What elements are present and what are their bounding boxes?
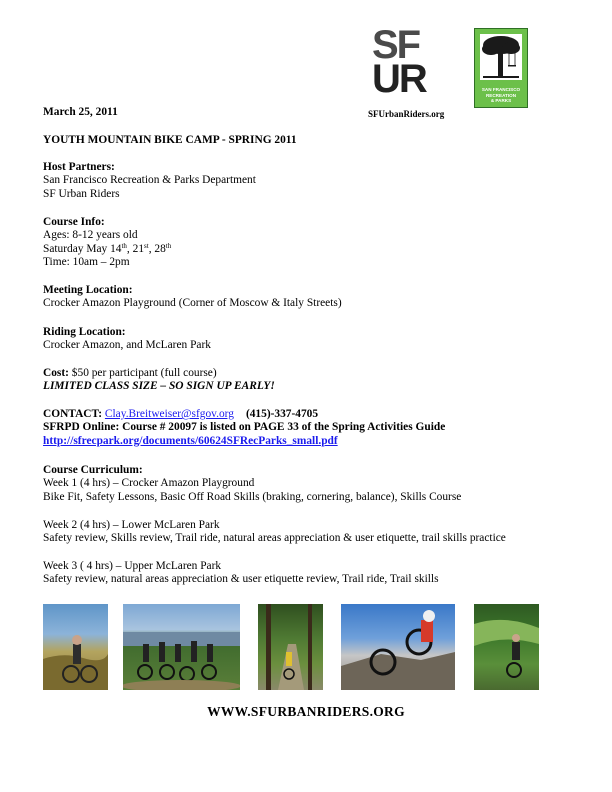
rec-parks-logo bbox=[474, 28, 528, 108]
host-partner-item: San Francisco Recreation & Parks Department bbox=[43, 174, 256, 187]
tree-swing-icon bbox=[475, 31, 527, 83]
host-partners-heading: Host Partners: bbox=[43, 161, 115, 173]
curriculum-week-detail: Bike Fit, Safety Lessons, Basic Off Road Skills (braking, cornering, balance), Skills Course bbox=[43, 490, 462, 503]
contact-line bbox=[43, 408, 445, 421]
riding-location-heading: Riding Location: bbox=[43, 326, 126, 338]
photo-rider-hill bbox=[43, 604, 108, 690]
course-info-section bbox=[43, 216, 171, 269]
rec-parks-text-1: SAN FRANCISCO bbox=[481, 87, 521, 93]
cost-section bbox=[43, 367, 275, 394]
meeting-location-section bbox=[43, 284, 342, 311]
curriculum-week-2 bbox=[43, 519, 506, 546]
course-time: Time: 10am – 2pm bbox=[43, 255, 130, 268]
contact-label: CONTACT: bbox=[43, 408, 103, 420]
cost-label: Cost: bbox=[43, 367, 69, 379]
meeting-location-text: Crocker Amazon Playground (Corner of Moscow & Italy Streets) bbox=[43, 297, 342, 310]
activities-guide-link[interactable]: http://sfrecpark.org/documents/60624SFRecParks_small.pdf bbox=[43, 434, 338, 447]
logo-line-1: SF bbox=[372, 23, 420, 67]
sf-urban-riders-logo bbox=[372, 23, 440, 102]
curriculum-week-title: Week 1 (4 hrs) – Crocker Amazon Playground bbox=[43, 477, 255, 490]
curriculum-week-title: Week 3 ( 4 hrs) – Upper McLaren Park bbox=[43, 560, 222, 572]
logo-line-2: UR bbox=[372, 57, 426, 101]
course-ages: Ages: 8-12 years old bbox=[43, 229, 138, 242]
curriculum-week-title: Week 2 (4 hrs) – Lower McLaren Park bbox=[43, 519, 220, 531]
photo-group-riders bbox=[123, 604, 240, 690]
host-partner-item: SF Urban Riders bbox=[43, 187, 120, 200]
rec-parks-text-2: RECREATION bbox=[485, 92, 517, 98]
cost-note: LIMITED CLASS SIZE – SO SIGN UP EARLY! bbox=[43, 380, 275, 393]
photo-rider-woods bbox=[474, 604, 539, 690]
sfrpd-online-text: SFRPD Online: Course # 20097 is listed on PAGE 33 of the Spring Activities Guide bbox=[43, 421, 446, 434]
document-date: March 25, 2011 bbox=[43, 106, 118, 118]
footer-website: WWW.SFURBANRIDERS.ORG bbox=[207, 704, 405, 719]
curriculum-section bbox=[43, 464, 461, 504]
cost-line bbox=[43, 367, 275, 380]
host-partners-section bbox=[43, 161, 256, 201]
contact-phone: (415)-337-4705 bbox=[245, 408, 319, 420]
document-title: YOUTH MOUNTAIN BIKE CAMP - SPRING 2011 bbox=[43, 134, 297, 146]
rec-parks-text-3: & PARKS bbox=[490, 97, 512, 103]
riding-location-section bbox=[43, 326, 211, 353]
curriculum-week-detail: Safety review, natural areas appreciation & user etiquette review, Trail ride, Trail skills bbox=[43, 573, 439, 586]
curriculum-week-detail: Safety review, Skills review, Trail ride, natural areas appreciation & user etiquette, trail skills practice bbox=[43, 532, 506, 545]
course-info-heading: Course Info: bbox=[43, 216, 105, 228]
logo-website: SFUrbanRiders.org bbox=[368, 109, 445, 119]
photo-rider-jump bbox=[341, 604, 455, 690]
contact-section bbox=[43, 408, 445, 448]
curriculum-week-3 bbox=[43, 560, 439, 587]
contact-email-link[interactable]: Clay.Breitweiser@sfgov.org bbox=[104, 408, 234, 420]
cost-text: $50 per participant (full course) bbox=[68, 367, 217, 379]
meeting-location-heading: Meeting Location: bbox=[43, 284, 133, 296]
riding-location-text: Crocker Amazon, and McLaren Park bbox=[43, 339, 211, 352]
curriculum-heading: Course Curriculum: bbox=[43, 464, 143, 476]
photo-forest-trail bbox=[258, 604, 323, 690]
course-dates: Saturday May 14th, 21st, 28th bbox=[43, 241, 172, 255]
